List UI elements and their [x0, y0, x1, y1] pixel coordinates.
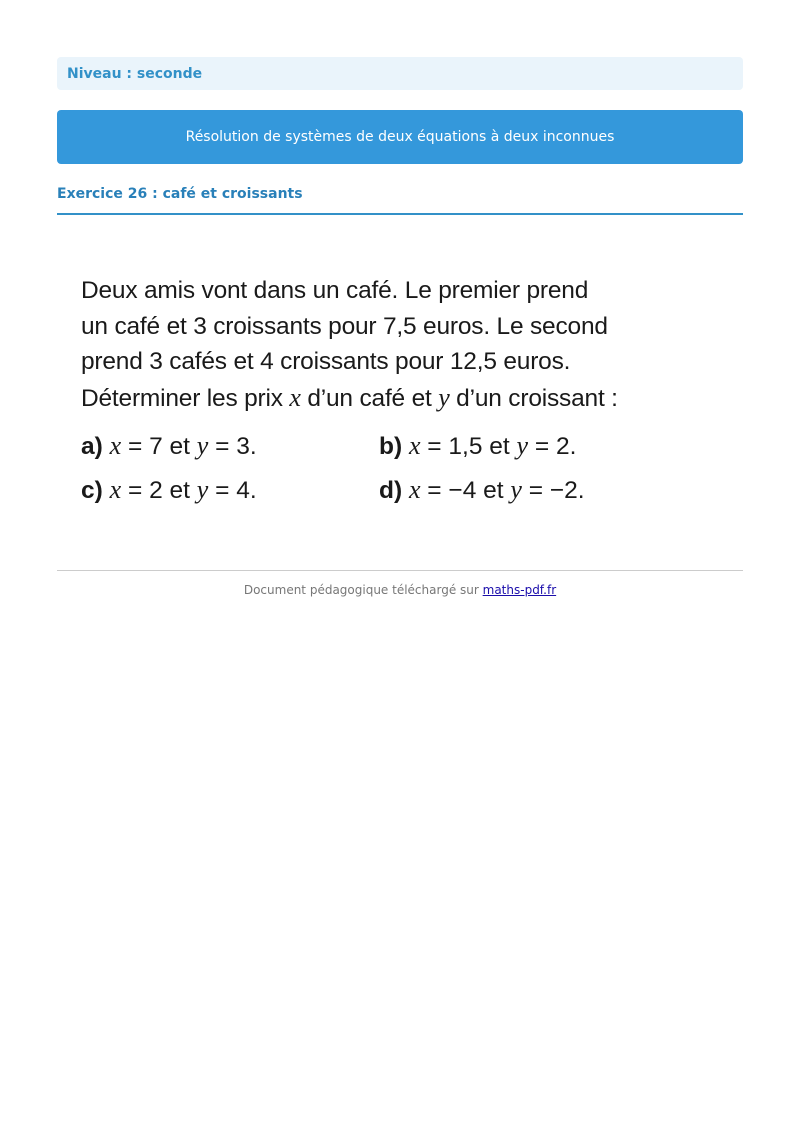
problem-line: Deux amis vont dans un café. Le premier prend: [81, 277, 589, 304]
problem-line: prend 3 cafés et 4 croissants pour 12,5 euros.: [81, 348, 571, 375]
choice-letter: b): [379, 433, 403, 460]
problem-text: d’un croissant :: [449, 384, 618, 412]
x-value: 2: [149, 477, 163, 504]
problem-line: [81, 380, 721, 417]
footer-text: Document pédagogique téléchargé sur: [243, 583, 483, 597]
variable-y: y: [438, 382, 450, 412]
topic-banner: [57, 110, 743, 164]
footer-divider: [57, 570, 743, 571]
et-word: et: [162, 433, 197, 460]
answer-choice-b: [379, 431, 576, 461]
equals-sign: =: [528, 433, 556, 460]
level-label: Niveau : seconde: [67, 65, 203, 82]
answer-choice-d: [379, 475, 585, 505]
answer-row: [81, 468, 721, 512]
footer: [57, 583, 743, 597]
answer-choice-a: [81, 431, 379, 461]
topic-title: Résolution de systèmes de deux équations à deux inconnues: [185, 129, 615, 145]
problem-line: un café et 3 croissants pour 7,5 euros. Le second: [81, 312, 608, 340]
answer-choice-c: [81, 475, 379, 505]
choice-letter: c): [81, 477, 103, 504]
et-word: et: [162, 477, 197, 504]
equals-sign: =: [420, 433, 449, 460]
x-value: −4: [448, 477, 477, 504]
exercise-title: Exercice 26 : café et croissants: [57, 186, 743, 215]
level-box: [57, 57, 743, 90]
problem-statement: [81, 273, 721, 416]
footer-link[interactable]: maths-pdf.fr: [482, 583, 557, 597]
equals-sign: =: [208, 477, 237, 504]
y-value: 3.: [236, 433, 257, 460]
choice-letter: d): [379, 477, 403, 504]
equals-sign: =: [420, 477, 449, 504]
problem-text: d’un café et: [300, 384, 439, 412]
y-value: 2.: [555, 433, 577, 460]
y-value: −2.: [549, 477, 585, 504]
x-value: 1,5: [448, 433, 483, 460]
variable-x: x: [109, 431, 122, 460]
variable-y: y: [196, 431, 209, 460]
variable-y: y: [510, 475, 522, 504]
answer-choices: [81, 424, 721, 512]
variable-y: y: [196, 475, 209, 504]
variable-x: x: [408, 475, 421, 504]
variable-y: y: [516, 431, 529, 460]
equals-sign: =: [121, 433, 150, 460]
variable-x: x: [109, 475, 122, 504]
equals-sign: =: [208, 433, 237, 460]
x-value: 7: [149, 433, 163, 460]
problem-text: Déterminer les prix: [81, 384, 290, 412]
choice-letter: a): [81, 433, 103, 460]
variable-x: x: [408, 431, 421, 460]
y-value: 4.: [236, 477, 257, 504]
et-word: et: [482, 433, 517, 460]
et-word: et: [476, 477, 511, 504]
equals-sign: =: [521, 477, 550, 504]
equals-sign: =: [121, 477, 150, 504]
variable-x: x: [289, 382, 301, 412]
answer-row: [81, 424, 721, 468]
